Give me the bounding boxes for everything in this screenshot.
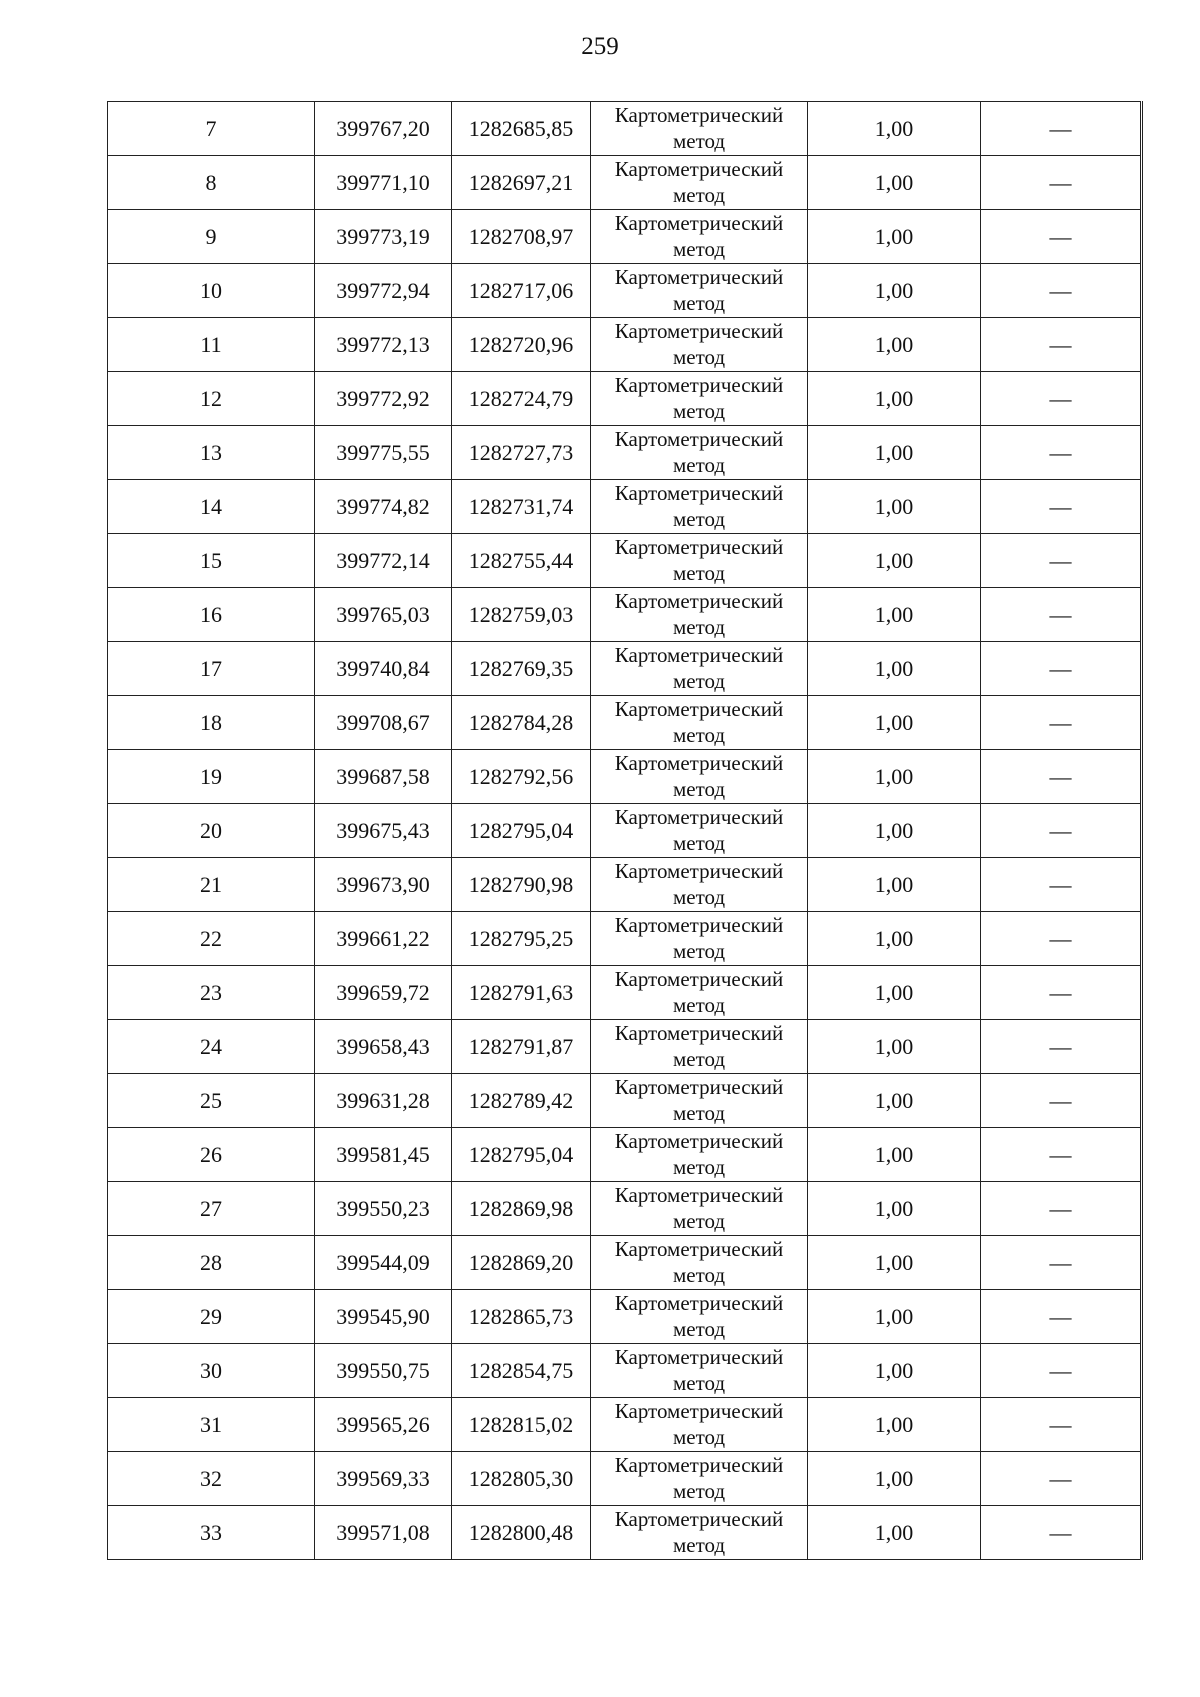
y-coordinate-cell: 1282869,98 — [452, 1182, 591, 1236]
table-row — [108, 588, 1142, 642]
method-cell: Картометрический метод — [591, 588, 808, 642]
y-coordinate-cell: 1282815,02 — [452, 1398, 591, 1452]
method-cell: Картометрический метод — [591, 1020, 808, 1074]
table-row — [108, 372, 1142, 426]
method-cell: Картометрический метод — [591, 858, 808, 912]
accuracy-cell: 1,00 — [808, 1452, 981, 1506]
note-cell: — — [981, 156, 1142, 210]
table-row — [108, 210, 1142, 264]
table-row — [108, 1236, 1142, 1290]
x-coordinate-cell: 399581,45 — [315, 1128, 452, 1182]
accuracy-cell: 1,00 — [808, 534, 981, 588]
table-row — [108, 912, 1142, 966]
y-coordinate-cell: 1282685,85 — [452, 102, 591, 156]
table-row — [108, 1452, 1142, 1506]
point-number-cell: 20 — [108, 804, 315, 858]
y-coordinate-cell: 1282790,98 — [452, 858, 591, 912]
point-number-cell: 9 — [108, 210, 315, 264]
y-coordinate-cell: 1282708,97 — [452, 210, 591, 264]
accuracy-cell: 1,00 — [808, 318, 981, 372]
point-number-cell: 33 — [108, 1506, 315, 1560]
point-number-cell: 32 — [108, 1452, 315, 1506]
note-cell: — — [981, 426, 1142, 480]
accuracy-cell: 1,00 — [808, 642, 981, 696]
x-coordinate-cell: 399659,72 — [315, 966, 452, 1020]
point-number-cell: 8 — [108, 156, 315, 210]
x-coordinate-cell: 399550,75 — [315, 1344, 452, 1398]
accuracy-cell: 1,00 — [808, 1344, 981, 1398]
y-coordinate-cell: 1282789,42 — [452, 1074, 591, 1128]
table-row — [108, 1506, 1142, 1560]
note-cell: — — [981, 642, 1142, 696]
accuracy-cell: 1,00 — [808, 966, 981, 1020]
point-number-cell: 23 — [108, 966, 315, 1020]
x-coordinate-cell: 399675,43 — [315, 804, 452, 858]
note-cell: — — [981, 1182, 1142, 1236]
note-cell: — — [981, 696, 1142, 750]
x-coordinate-cell: 399569,33 — [315, 1452, 452, 1506]
method-cell: Картометрический метод — [591, 480, 808, 534]
y-coordinate-cell: 1282805,30 — [452, 1452, 591, 1506]
note-cell: — — [981, 804, 1142, 858]
table-row — [108, 156, 1142, 210]
note-cell: — — [981, 264, 1142, 318]
note-cell: — — [981, 858, 1142, 912]
x-coordinate-cell: 399708,67 — [315, 696, 452, 750]
note-cell: — — [981, 534, 1142, 588]
note-cell: — — [981, 372, 1142, 426]
point-number-cell: 18 — [108, 696, 315, 750]
table-row — [108, 426, 1142, 480]
y-coordinate-cell: 1282731,74 — [452, 480, 591, 534]
method-cell: Картометрический метод — [591, 966, 808, 1020]
table-row — [108, 858, 1142, 912]
table-row — [108, 1074, 1142, 1128]
note-cell: — — [981, 588, 1142, 642]
table-row — [108, 1290, 1142, 1344]
table-row — [108, 480, 1142, 534]
point-number-cell: 17 — [108, 642, 315, 696]
point-number-cell: 21 — [108, 858, 315, 912]
y-coordinate-cell: 1282792,56 — [452, 750, 591, 804]
method-cell: Картометрический метод — [591, 372, 808, 426]
point-number-cell: 24 — [108, 1020, 315, 1074]
method-cell: Картометрический метод — [591, 156, 808, 210]
accuracy-cell: 1,00 — [808, 1290, 981, 1344]
note-cell: — — [981, 1074, 1142, 1128]
note-cell: — — [981, 1344, 1142, 1398]
accuracy-cell: 1,00 — [808, 480, 981, 534]
point-number-cell: 30 — [108, 1344, 315, 1398]
point-number-cell: 25 — [108, 1074, 315, 1128]
y-coordinate-cell: 1282791,63 — [452, 966, 591, 1020]
table-row — [108, 264, 1142, 318]
method-cell: Картометрический метод — [591, 1452, 808, 1506]
point-number-cell: 14 — [108, 480, 315, 534]
method-cell: Картометрический метод — [591, 1182, 808, 1236]
table-row — [108, 1020, 1142, 1074]
x-coordinate-cell: 399767,20 — [315, 102, 452, 156]
note-cell: — — [981, 1506, 1142, 1560]
x-coordinate-cell: 399772,14 — [315, 534, 452, 588]
accuracy-cell: 1,00 — [808, 1236, 981, 1290]
point-number-cell: 10 — [108, 264, 315, 318]
point-number-cell: 13 — [108, 426, 315, 480]
method-cell: Картометрический метод — [591, 912, 808, 966]
x-coordinate-cell: 399565,26 — [315, 1398, 452, 1452]
x-coordinate-cell: 399673,90 — [315, 858, 452, 912]
method-cell: Картометрический метод — [591, 1128, 808, 1182]
accuracy-cell: 1,00 — [808, 102, 981, 156]
x-coordinate-cell: 399545,90 — [315, 1290, 452, 1344]
accuracy-cell: 1,00 — [808, 1182, 981, 1236]
method-cell: Картометрический метод — [591, 264, 808, 318]
y-coordinate-cell: 1282724,79 — [452, 372, 591, 426]
note-cell: — — [981, 102, 1142, 156]
method-cell: Картометрический метод — [591, 102, 808, 156]
accuracy-cell: 1,00 — [808, 804, 981, 858]
note-cell: — — [981, 1128, 1142, 1182]
y-coordinate-cell: 1282795,04 — [452, 1128, 591, 1182]
point-number-cell: 28 — [108, 1236, 315, 1290]
method-cell: Картометрический метод — [591, 1398, 808, 1452]
x-coordinate-cell: 399740,84 — [315, 642, 452, 696]
table-row — [108, 318, 1142, 372]
y-coordinate-cell: 1282697,21 — [452, 156, 591, 210]
accuracy-cell: 1,00 — [808, 210, 981, 264]
x-coordinate-cell: 399571,08 — [315, 1506, 452, 1560]
method-cell: Картометрический метод — [591, 426, 808, 480]
note-cell: — — [981, 1236, 1142, 1290]
point-number-cell: 16 — [108, 588, 315, 642]
method-cell: Картометрический метод — [591, 318, 808, 372]
note-cell: — — [981, 1290, 1142, 1344]
coordinates-table-body — [108, 102, 1142, 1560]
y-coordinate-cell: 1282795,04 — [452, 804, 591, 858]
y-coordinate-cell: 1282727,73 — [452, 426, 591, 480]
y-coordinate-cell: 1282759,03 — [452, 588, 591, 642]
accuracy-cell: 1,00 — [808, 1128, 981, 1182]
x-coordinate-cell: 399775,55 — [315, 426, 452, 480]
point-number-cell: 26 — [108, 1128, 315, 1182]
method-cell: Картометрический метод — [591, 1506, 808, 1560]
accuracy-cell: 1,00 — [808, 426, 981, 480]
point-number-cell: 31 — [108, 1398, 315, 1452]
x-coordinate-cell: 399771,10 — [315, 156, 452, 210]
table-row — [108, 1398, 1142, 1452]
point-number-cell: 27 — [108, 1182, 315, 1236]
x-coordinate-cell: 399658,43 — [315, 1020, 452, 1074]
point-number-cell: 15 — [108, 534, 315, 588]
x-coordinate-cell: 399773,19 — [315, 210, 452, 264]
x-coordinate-cell: 399765,03 — [315, 588, 452, 642]
note-cell: — — [981, 480, 1142, 534]
point-number-cell: 7 — [108, 102, 315, 156]
table-row — [108, 750, 1142, 804]
method-cell: Картометрический метод — [591, 534, 808, 588]
accuracy-cell: 1,00 — [808, 1398, 981, 1452]
table-row — [108, 966, 1142, 1020]
note-cell: — — [981, 966, 1142, 1020]
method-cell: Картометрический метод — [591, 750, 808, 804]
x-coordinate-cell: 399687,58 — [315, 750, 452, 804]
table-row — [108, 804, 1142, 858]
y-coordinate-cell: 1282769,35 — [452, 642, 591, 696]
method-cell: Картометрический метод — [591, 696, 808, 750]
table-row — [108, 102, 1142, 156]
accuracy-cell: 1,00 — [808, 372, 981, 426]
method-cell: Картометрический метод — [591, 1236, 808, 1290]
note-cell: — — [981, 1020, 1142, 1074]
y-coordinate-cell: 1282869,20 — [452, 1236, 591, 1290]
accuracy-cell: 1,00 — [808, 912, 981, 966]
point-number-cell: 12 — [108, 372, 315, 426]
method-cell: Картометрический метод — [591, 804, 808, 858]
accuracy-cell: 1,00 — [808, 588, 981, 642]
accuracy-cell: 1,00 — [808, 156, 981, 210]
accuracy-cell: 1,00 — [808, 1506, 981, 1560]
y-coordinate-cell: 1282865,73 — [452, 1290, 591, 1344]
y-coordinate-cell: 1282717,06 — [452, 264, 591, 318]
x-coordinate-cell: 399772,13 — [315, 318, 452, 372]
x-coordinate-cell: 399661,22 — [315, 912, 452, 966]
y-coordinate-cell: 1282795,25 — [452, 912, 591, 966]
note-cell: — — [981, 210, 1142, 264]
accuracy-cell: 1,00 — [808, 858, 981, 912]
note-cell: — — [981, 318, 1142, 372]
table-row — [108, 696, 1142, 750]
table-row — [108, 1344, 1142, 1398]
table-row — [108, 534, 1142, 588]
accuracy-cell: 1,00 — [808, 264, 981, 318]
x-coordinate-cell: 399544,09 — [315, 1236, 452, 1290]
table-row — [108, 1128, 1142, 1182]
note-cell: — — [981, 1452, 1142, 1506]
accuracy-cell: 1,00 — [808, 1020, 981, 1074]
accuracy-cell: 1,00 — [808, 1074, 981, 1128]
note-cell: — — [981, 1398, 1142, 1452]
method-cell: Картометрический метод — [591, 1290, 808, 1344]
note-cell: — — [981, 750, 1142, 804]
method-cell: Картометрический метод — [591, 1074, 808, 1128]
point-number-cell: 22 — [108, 912, 315, 966]
x-coordinate-cell: 399631,28 — [315, 1074, 452, 1128]
accuracy-cell: 1,00 — [808, 696, 981, 750]
x-coordinate-cell: 399550,23 — [315, 1182, 452, 1236]
method-cell: Картометрический метод — [591, 1344, 808, 1398]
y-coordinate-cell: 1282755,44 — [452, 534, 591, 588]
table-row — [108, 642, 1142, 696]
y-coordinate-cell: 1282720,96 — [452, 318, 591, 372]
x-coordinate-cell: 399772,92 — [315, 372, 452, 426]
point-number-cell: 11 — [108, 318, 315, 372]
page-number: 259 — [581, 33, 619, 60]
table-row — [108, 1182, 1142, 1236]
y-coordinate-cell: 1282800,48 — [452, 1506, 591, 1560]
method-cell: Картометрический метод — [591, 642, 808, 696]
point-number-cell: 19 — [108, 750, 315, 804]
x-coordinate-cell: 399772,94 — [315, 264, 452, 318]
point-number-cell: 29 — [108, 1290, 315, 1344]
coordinates-table — [107, 101, 1143, 1560]
y-coordinate-cell: 1282854,75 — [452, 1344, 591, 1398]
y-coordinate-cell: 1282784,28 — [452, 696, 591, 750]
note-cell: — — [981, 912, 1142, 966]
accuracy-cell: 1,00 — [808, 750, 981, 804]
method-cell: Картометрический метод — [591, 210, 808, 264]
y-coordinate-cell: 1282791,87 — [452, 1020, 591, 1074]
x-coordinate-cell: 399774,82 — [315, 480, 452, 534]
